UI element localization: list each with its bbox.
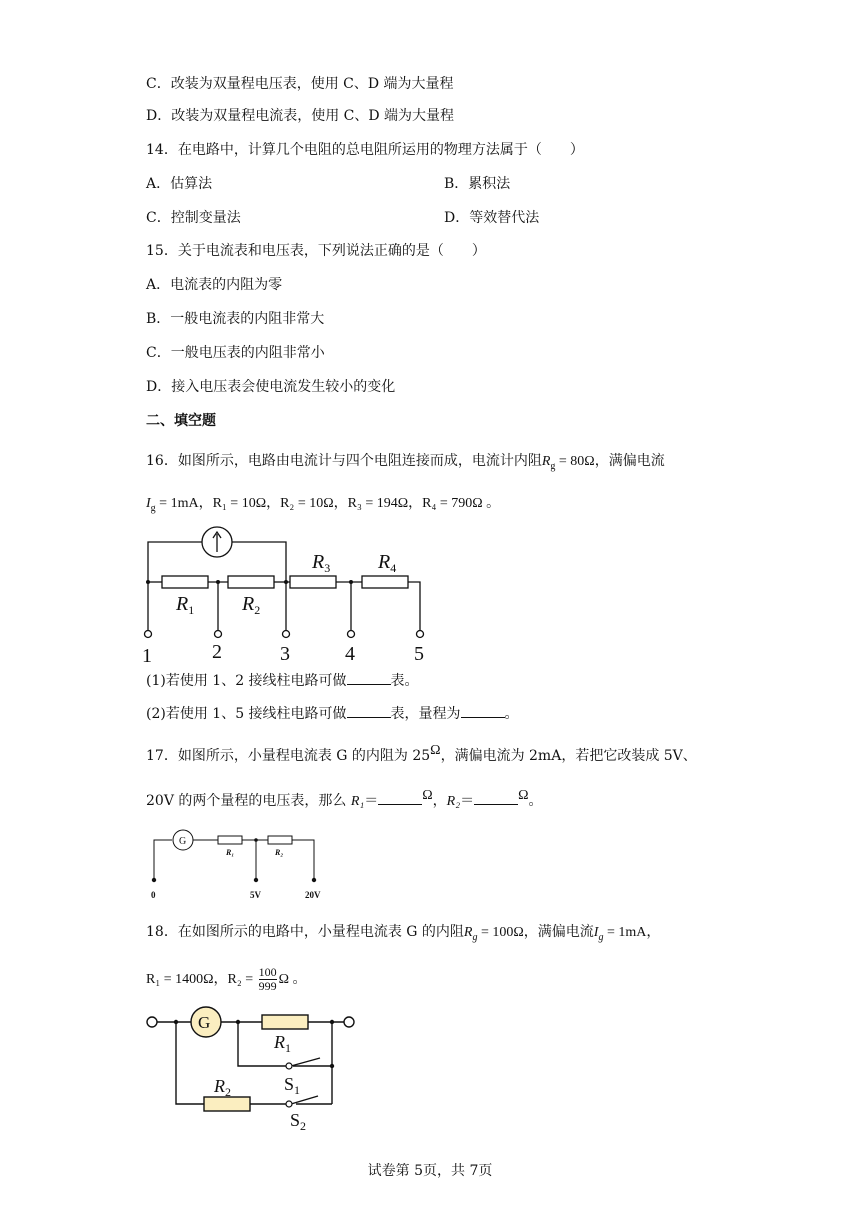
q18-s2-switch: [286, 1101, 292, 1107]
q16-r1-resistor: [162, 576, 208, 588]
q16-r3-resistor: [290, 576, 336, 588]
q16-blank-3[interactable]: [461, 703, 505, 718]
q17-blank-r2[interactable]: [474, 790, 518, 805]
q16-terminal-4: 4: [345, 643, 355, 665]
q14-option-c: C．控制变量法: [146, 210, 241, 226]
q18-s2-label: $S_2$: [290, 1110, 307, 1133]
q18-s1-label: $S_1$: [284, 1074, 301, 1097]
q16-r4-resistor: [362, 576, 408, 588]
q14-option-d: D．等效替代法: [444, 210, 540, 226]
q15-option-d: D．接入电压表会使电流发生较小的变化: [146, 379, 396, 395]
q18-r2-resistor: [204, 1097, 250, 1111]
q18-fraction: $\frac{100}{999}$: [258, 965, 277, 994]
section-title: 二、填空题: [146, 413, 216, 429]
q13-option-d: D．改装为双量程电流表，使用 C、D 端为大量程: [146, 108, 455, 124]
q17-line2: 20V 的两个量程的电压表，那么 R₁＝ Ω，R₂＝ Ω。: [146, 788, 543, 809]
q16-values: $I_g = 1mA$，R₁ = 10Ω，R₂ = 10Ω，R₃ = 194Ω，R₄ = 790Ω 。: [146, 496, 501, 514]
q16-r4-label: $R_4$: [378, 551, 397, 575]
q17-stem: 17．如图所示，小量程电流表 G 的内阻为 25Ω，满偏电流为 2mA，若把它改装成 5V、: [146, 743, 697, 764]
q17-r2-label: R₂: [275, 848, 284, 857]
q15-option-c: C．一般电压表的内阻非常小: [146, 345, 325, 361]
q15-option-b: B．一般电流表的内阻非常大: [146, 311, 325, 327]
q18-s1-switch: [286, 1063, 292, 1069]
q16-stem: [146, 451, 665, 477]
q18-circuit-diagram: [140, 1004, 370, 1134]
page-footer: 试卷第 5页，共 7页: [367, 1163, 493, 1179]
q17-circuit-diagram: [144, 826, 344, 902]
q16-circuit-diagram: [140, 526, 440, 666]
q17-terminal-0: 0: [151, 890, 156, 900]
q18-r2-label: $R_2$: [214, 1076, 231, 1099]
q18-g-label: G: [198, 1013, 211, 1032]
q16-terminal-2: 2: [212, 641, 222, 663]
q16-r3-label: $R_3$: [312, 551, 331, 575]
q18-ig: $I_g = 1mA$: [593, 925, 647, 943]
q15-stem: 15．关于电流表和电压表，下列说法正确的是（ ）: [146, 243, 486, 259]
q17-blank-r1[interactable]: [378, 790, 422, 805]
q17-r2-resistor: [268, 836, 292, 844]
q18-rg: $R_g = 100\Omega$: [463, 925, 524, 943]
q15-option-a: A．电流表的内阻为零: [146, 277, 283, 293]
q17-terminal-5v: 5V: [250, 890, 261, 900]
q16-r2-resistor: [228, 576, 274, 588]
q17-r1-label: R₁: [226, 848, 235, 857]
q18-stem: 18．在如图所示的电路中，小量程电流表 G 的内阻$R_g = 100\Omega$，满偏电流$I_g = 1mA$，: [146, 924, 661, 943]
q16-rg: $R_g = 80\Omega$: [541, 454, 595, 472]
q16-r1-label: $R_1$: [176, 593, 195, 617]
q16-terminal-5: 5: [414, 643, 424, 665]
q16-blank-2[interactable]: [347, 703, 391, 718]
q16-stem-b: ，满偏电流: [594, 453, 665, 469]
q17-r1-resistor: [218, 836, 242, 844]
q16-terminal-3: 3: [280, 643, 290, 665]
q16-sub2: (2)若使用 1、5 接线柱电路可做 表，量程为 。: [146, 703, 519, 724]
q16-blank-1[interactable]: [347, 670, 391, 685]
q16-terminal-1: 1: [142, 645, 152, 666]
q18-r1-resistor: [262, 1015, 308, 1029]
q14-stem: 14．在电路中，计算几个电阻的总电阻所运用的物理方法属于（ ）: [146, 142, 584, 158]
q16-r2-label: $R_2$: [242, 593, 261, 617]
q16-sub1: (1)若使用 1、2 接线柱电路可做 表。: [146, 670, 419, 691]
q17-g-label: G: [179, 836, 187, 847]
q14-option-b: B．累积法: [444, 176, 511, 192]
q18-r1-label: $R_1$: [274, 1032, 291, 1055]
q16-stem-a: 16．如图所示，电路由电流计与四个电阻连接而成，电流计内阻: [146, 453, 542, 469]
q18-values: R₁ = 1400Ω，R₂ = $\frac{100}{999}$ Ω 。: [146, 965, 307, 994]
q14-option-a: A．估算法: [146, 176, 213, 192]
q17-terminal-20v: 20V: [305, 890, 321, 900]
q13-option-c: C．改装为双量程电压表，使用 C、D 端为大量程: [146, 76, 454, 92]
